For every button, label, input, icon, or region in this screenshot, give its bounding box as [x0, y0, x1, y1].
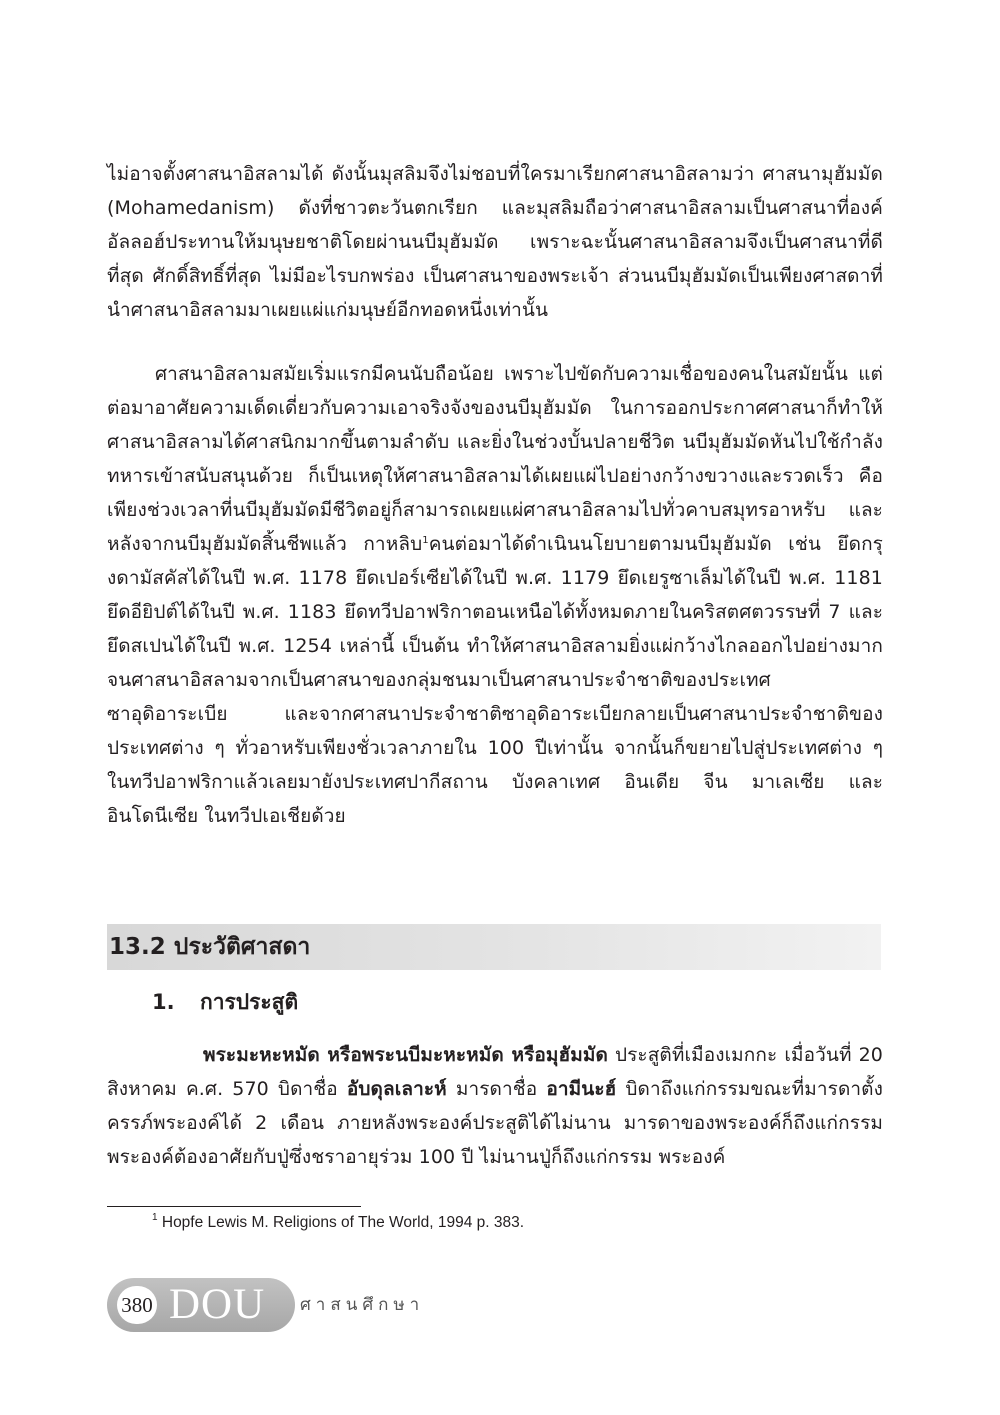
- paragraph-3: [107, 1038, 883, 1174]
- section-heading-bar: [107, 924, 881, 970]
- paragraph-2: [107, 357, 883, 833]
- subsection-title: การประสูติ: [200, 990, 299, 1014]
- paragraph-3-text-c: บิดาถึงแก่กรรมขณะที่มารดาตั้งครรภ์พระองค์ได้ 2 เดือน ภายหลังพระองค์ประสูติได้ไม่นาน มารดาของพระองค์ก็ถึงแก่กรรม พระองค์ต้องอาศัยกับปู่ซึ่งชราอายุร่วม 100 ปี ไม่นานปู่ก็ถึงแก่กรรม พระองค์: [107, 1078, 884, 1168]
- paragraph-3-text-a: ประสูติที่เมืองเมกกะ เมื่อวันที่ 20 สิงหาคม ค.ศ. 570 บิดาชื่อ: [107, 1044, 883, 1100]
- dou-logo: DOU: [169, 1281, 266, 1328]
- footnote-divider: [107, 1206, 361, 1207]
- footer-badge: [107, 1278, 295, 1332]
- father-name: อับดุลเลาะห์: [346, 1078, 447, 1100]
- footnote-mark: 1: [152, 1212, 158, 1223]
- prophet-names: พระมะหะหมัด หรือพระนบีมะหะหมัด หรือมุฮัมมัด: [203, 1044, 608, 1066]
- paragraph-3-text-b: มารดาชื่อ: [446, 1078, 547, 1100]
- paragraph-2-text-a: ศาสนาอิสลามสมัยเริ่มแรกมีคนนับถือน้อย เพราะไปขัดกับความเชื่อของคนในสมัยนั้น แต่ต่อมาอาศัยความเด็ดเดี่ยวกับความเอาจริงจังของนบีมุฮัมมัด ในการออกประกาศศาสนาก็ทำให้ศาสนาอิสลามได้ศาสนิกมากขึ้นตามลำดับ และยิ่งในช่วงบั้นปลายชีวิต นบีมุฮัมมัดหันไปใช้กำลังทหารเข้าสนับสนุนด้วย ก็เป็นเหตุให้ศาสนาอิสลามได้เผยแผ่ไปอย่างกว้างขวางและรวดเร็ว คือเพียงช่วงเวลาที่นบีมุฮัมมัดมีชีวิตอยู่ก็สามารถเผยแผ่ศาสนาอิสลามไปทั่วคาบสมุทรอาหรับ และหลังจากนบีมุฮัมมัดสิ้นชีพแล้ว กาหลิบ: [107, 363, 883, 555]
- course-title: ศาสนศึกษา: [300, 1295, 425, 1315]
- section-heading: 13.2 ประวัติศาสดา: [109, 934, 311, 960]
- footnote: [152, 1210, 524, 1236]
- footnote-reference[interactable]: 1: [422, 535, 429, 546]
- page-number: 380: [117, 1286, 157, 1324]
- subsection-number: 1.: [152, 990, 175, 1014]
- paragraph-1: ไม่อาจตั้งศาสนาอิสลามได้ ดังนั้นมุสลิมจึงไม่ชอบที่ใครมาเรียกศาสนาอิสลามว่า ศาสนามุฮัมมัด (Mohamedanism) ดังที่ชาวตะวันตกเรียก และมุสลิมถือว่าศาสนาอิสลามเป็นศาสนาที่องค์อัลลอฮ์ประทานให้มนุษยชาติโดยผ่านนบีมุฮัมมัด เพราะฉะนั้นศาสนาอิสลามจึงเป็นศาสนาที่ดีที่สุด ศักดิ์สิทธิ์ที่สุด ไม่มีอะไรบกพร่อง เป็นศาสนาของพระเจ้า ส่วนนบีมุฮัมมัดเป็นเพียงศาสดาที่นำศาสนาอิสลามมาเผยแผ่แก่มนุษย์อีกทอดหนึ่งเท่านั้น: [107, 163, 883, 321]
- footnote-text: Hopfe Lewis M. Religions of The World, 1994 p. 383.: [157, 1214, 525, 1231]
- paragraph-2-text-b: คนต่อมาได้ดำเนินนโยบายตามนบีมุฮัมมัด เช่น ยึดกรุงดามัสคัสได้ในปี พ.ศ. 1178 ยึดเปอร์เซียได้ในปี พ.ศ. 1179 ยึดเยรูซาเล็มได้ในปี พ.ศ. 1181 ยึดอียิปต์ได้ในปี พ.ศ. 1183 ยึดทวีปอาฟริกาตอนเหนือได้ทั้งหมดภายในคริสตศตวรรษที่ 7 และยึดสเปนได้ในปี พ.ศ. 1254 เหล่านี้ เป็นต้น ทำให้ศาสนาอิสลามยิ่งแผ่กว้างไกลออกไปอย่างมาก จนศาสนาอิสลามจากเป็นศาสนาของกลุ่มชนมาเป็นศาสนาประจำชาติของประเทศซาอุดิอาระเบีย และจากศาสนาประจำชาติซาอุดิอาระเบียกลายเป็นศาสนาประจำชาติของประเทศต่าง ๆ ทั่วอาหรับเพียงชั่วเวลาภายใน 100 ปีเท่านั้น จากนั้นก็ขยายไปสู่ประเทศต่าง ๆ ในทวีปอาฟริกาแล้วเลยมายังประเทศปากีสถาน บังคลาเทศ อินเดีย จีน มาเลเซีย และอินโดนีเซีย ในทวีปเอเชียด้วย: [107, 533, 883, 827]
- mother-name: อามีนะฮ์: [546, 1078, 617, 1100]
- subsection-heading: [152, 984, 298, 1020]
